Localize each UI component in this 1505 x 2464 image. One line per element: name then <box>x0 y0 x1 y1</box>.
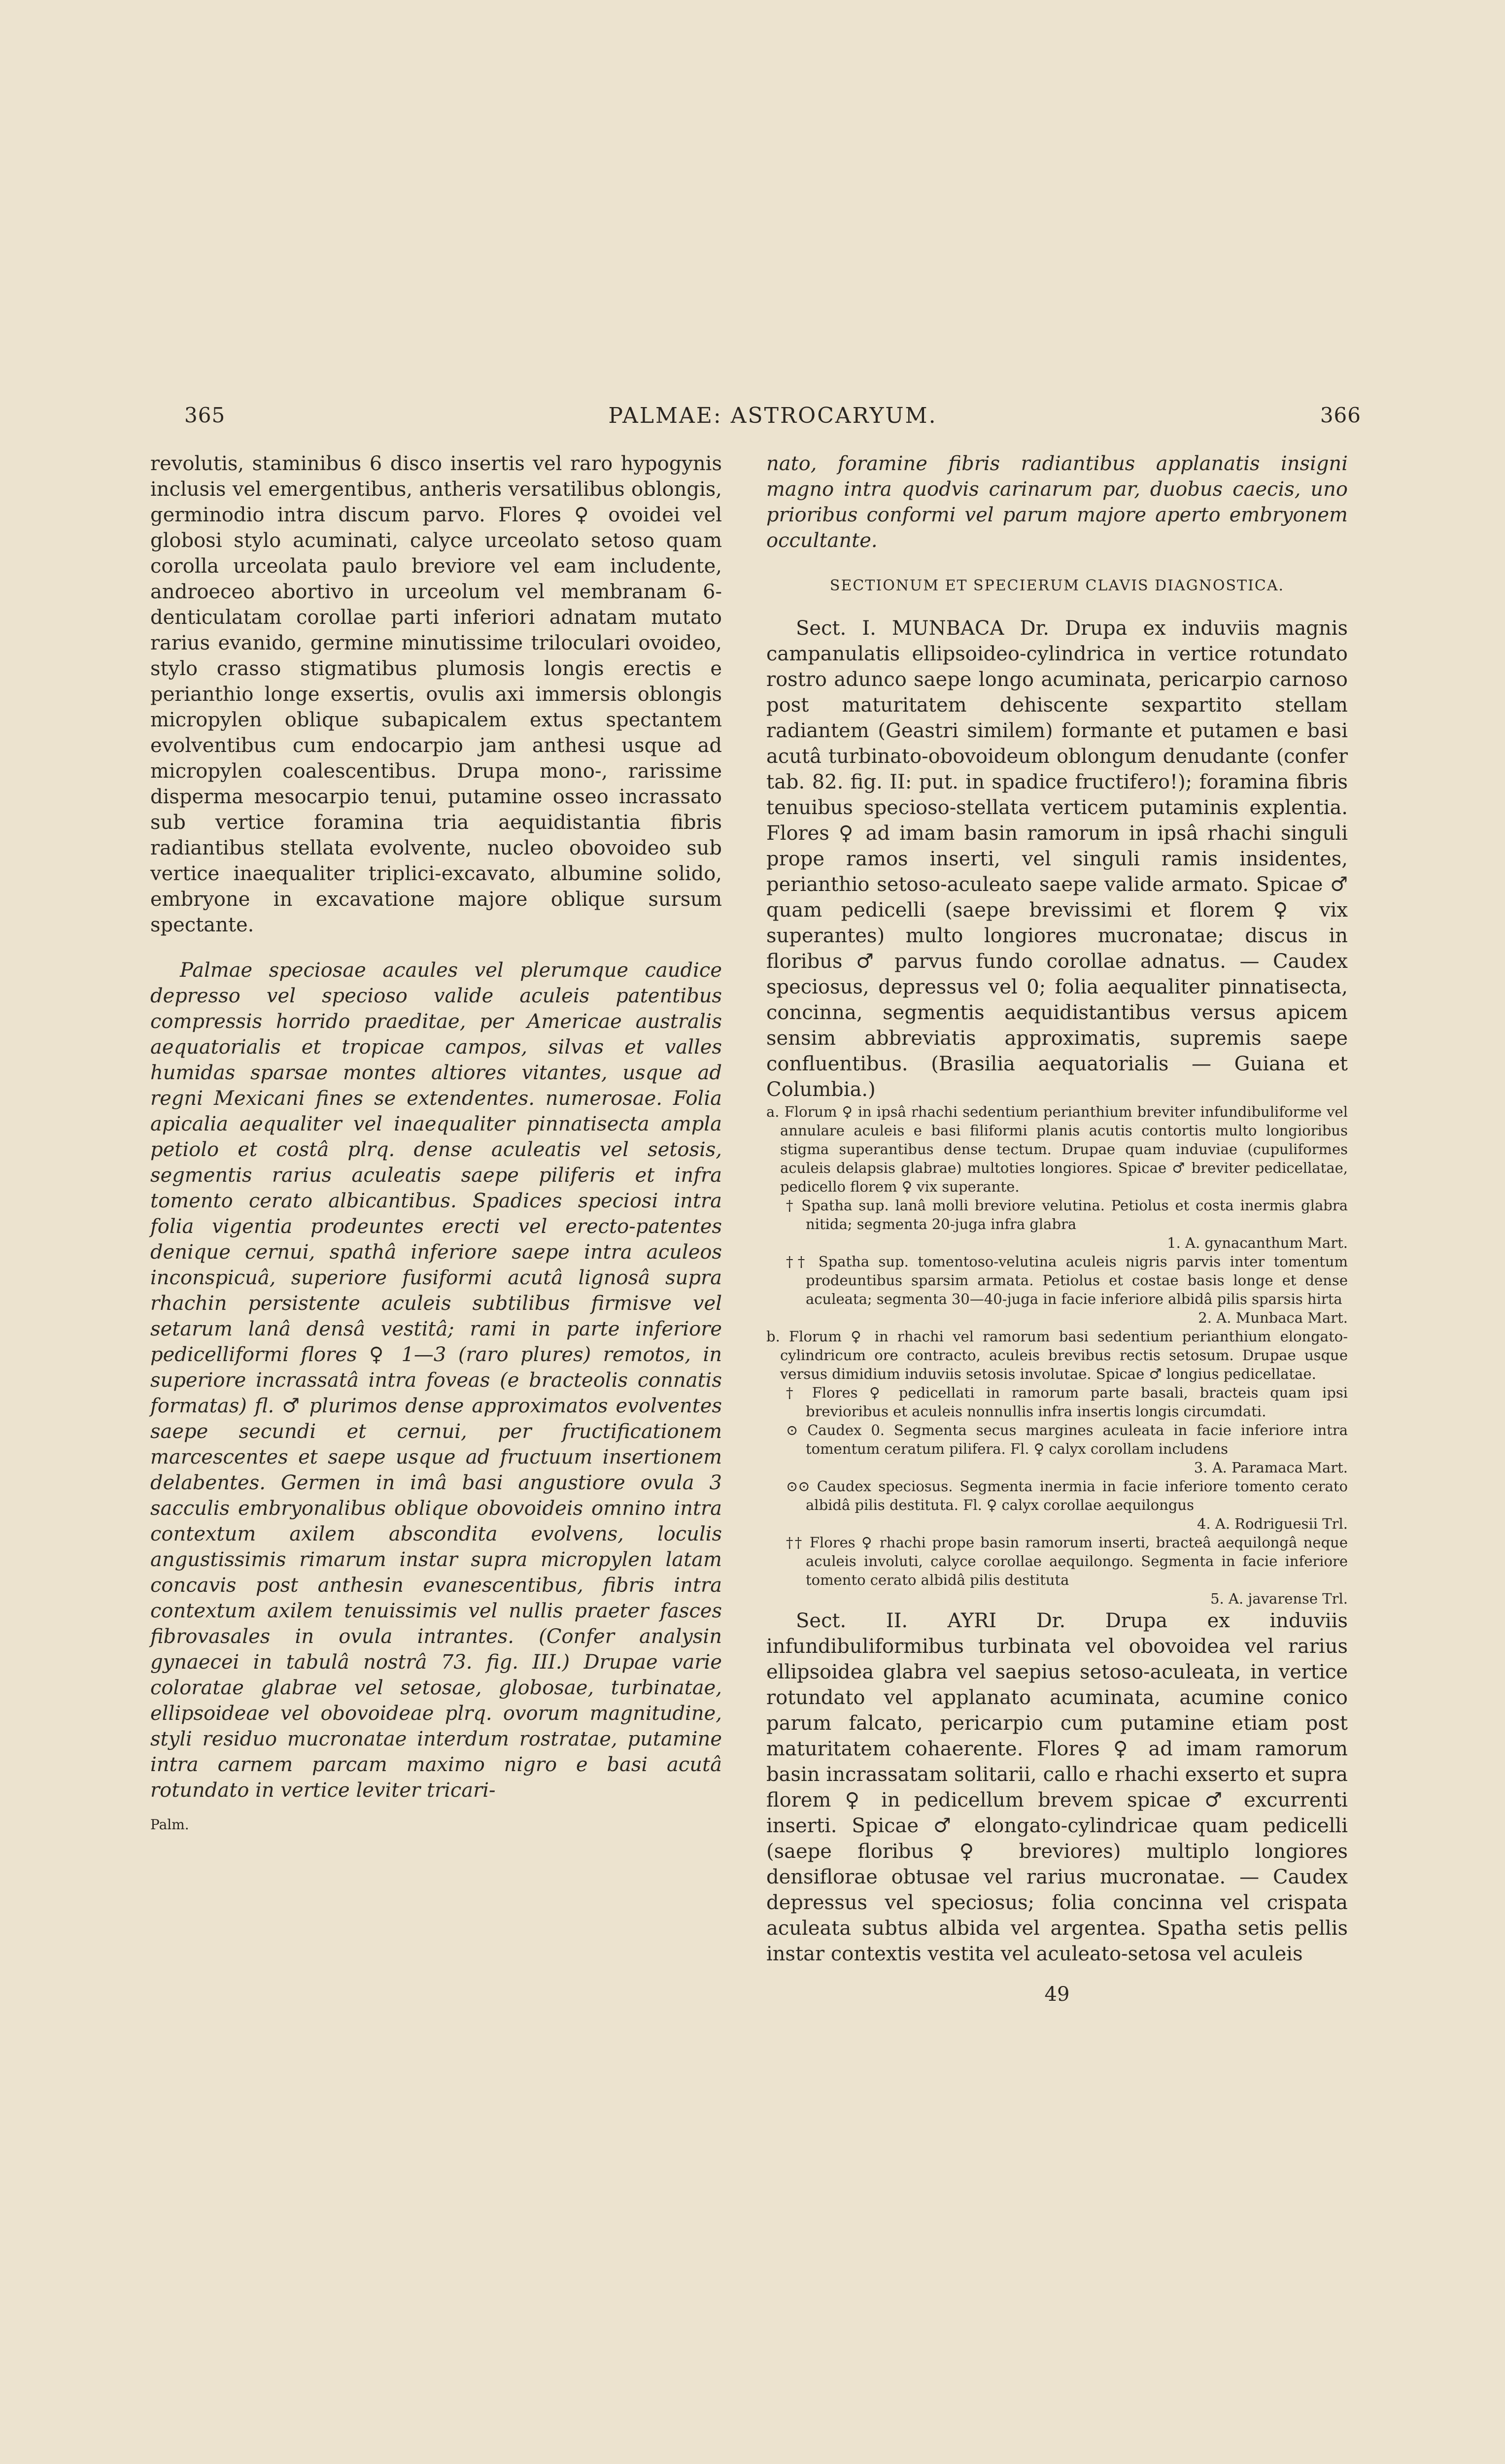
page-number-left: 365 <box>184 403 226 427</box>
species-key <box>766 1102 1348 1608</box>
habitat-description-paragraph: Palmae speciosae acaules vel plerumque caudice depresso vel specioso valide aculeis patentibus compressis horrido praeditae, per Americae australis aequatorialis et tropicae campos, silvas et valles humidas sparsae montes altiores vitantes, usque ad regni Mexicani fines se extendentes. numerosae. Folia apicalia aequaliter vel inaequaliter pinnatisecta ampla petiolo et costâ plrq. dense aculeatis vel setosis, segmentis rarius aculeatis saepe piliferis et infra tomento cerato albicantibus. Spadices speciosi intra folia vigentia prodeuntes erecti vel erecto-patentes denique cernui, spathâ inferiore saepe intra aculeos inconspicuâ, superiore fusiformi acutâ lignosâ supra rhachin persistente aculeis subtilibus firmisve vel setarum lanâ densâ vestitâ; rami in parte inferiore pedicelliformi flores ♀ 1—3 (raro plures) remotos, in superiore incrassatâ intra foveas (e bracteolis connatis formatas) fl. ♂ plurimos dense approximatos evolventes saepe secundi et cernui, per fructificationem marcescentes et saepe usque ad fructuum insertionem delabentes. Germen in imâ basi angustiore ovula 3 sacculis embryonalibus oblique obovoideis omnino intra contextum axilem abscondita evolvens, loculis angustissimis rimarum instar supra micropylen latam concavis post anthesin evanescentibus, fibris intra contextum axilem tenuissimis vel nullis praeter fasces fibrovasales in ovula intrantes. (Confer analysin gynaecei in tabulâ nostrâ 73. fig. III.) Drupae varie coloratae glabrae vel setosae, globosae, turbinatae, ellipsoideae vel obovoideae plrq. ovorum magnitudine, styli residuo mucronatae interdum rostratae, putamine intra carnem parcam maximo nigro e basi acutâ rotundato in vertice leviter tricari- <box>150 959 722 1802</box>
section-2-ayri: Sect. II. AYRI Dr. Drupa ex induviis infundibuliformibus turbinata vel obovoidea vel rarius ellipsoidea glabra vel saepius setoso-aculeata, in vertice rotundato vel applanato acuminata, acumine conico parum falcato, pericarpio cum putamine etiam post maturitatem cohaerente. Flores ♀ ad imam ramorum basin incrassatam solitarii, callo e rhachi exserto et supra florem ♀ in pedicellum brevem spicae ♂ excurrenti inserti. Spicae ♂ elongato-cylindricae quam pedicelli (saepe floribus ♀ breviores) multiplo longiores densiflorae obtusae vel rarius mucronatae. — Caudex depressus vel speciosus; folia concinna vel crispata aculeata subtus albida vel argentea. Spatha setis pellis instar contextis vestita vel aculeato-setosa vel aculeis <box>766 1609 1348 1965</box>
key-entry-a: a. Florum ♀ in ipsâ rhachi sedentium perianthium breviter infundibuliforme vel annulare aculeis e basi filiformi planis acutis contortis multo longioribus stigma superantibus dense tectum. Drupae quam induviae (cupuliformes aculeis delapsis glabrae) multoties longiores. Spicae ♂ breviter pedicellatae, pedicello florem ♀ vix superante. <box>766 1103 1348 1195</box>
species-3-name: 3. A. Paramaca Mart. <box>1194 1459 1348 1476</box>
key-entry-b: b. Florum ♀ in rhachi vel ramorum basi sedentium perianthium elongato-cylindricum ore contracto, aculeis brevibus rectis setosum. Drupae usque versus dimidium induviis setosis involutae. Spicae ♂ longius pedicellatae. <box>766 1328 1348 1382</box>
key-entry-a2: †† Spatha sup. tomentoso-velutina aculeis nigris parvis inter tomentum prodeuntibus sparsim armata. Petiolus et costae basis longe et dense aculeata; segmenta 30—40-juga in facie inferiore albidâ pilis sparsis hirta <box>786 1253 1348 1307</box>
signature-mark: Palm. <box>150 1816 189 1833</box>
key-entry-b2: †† Flores ♀ rhachi prope basin ramorum inserti, bracteâ aequilongâ neque aculeis involuti, calyce corollae aequilongo. Segmenta in facie inferiore tomento cerato albidâ pilis destituta <box>786 1534 1348 1588</box>
key-entry-b1: † Flores ♀ pedicellati in ramorum parte basali, bracteis quam ipsi brevioribus et aculeis nonnullis infra insertis longis circumdati. <box>786 1384 1348 1420</box>
page-header <box>184 403 1361 443</box>
folio-number: 49 <box>1044 1983 1070 2006</box>
species-5-name: 5. A. javarense Trl. <box>1210 1590 1348 1607</box>
continuation-paragraph: nato, foramine fibris radiantibus applanatis insigni magno intra quodvis carinarum par, duobus caecis, uno prioribus conformi vel parum majore aperto embryonem occultante. <box>766 452 1348 552</box>
key-entry-b1b: ⊙⊙ Caudex speciosus. Segmenta inermia in facie inferiore tomento cerato albidâ pilis destituta. Fl. ♀ calyx corollae aequilongus <box>786 1478 1348 1513</box>
section-1-munbaca: Sect. I. MUNBACA Dr. Drupa ex induviis magnis campanulatis ellipsoideo-cylindrica in vertice rotundato rostro adunco saepe longo acuminata, pericarpio carnoso post maturitatem dehiscente sexpartito stellam radiantem (Geastri similem) formante et putamen e basi acutâ turbinato-obovoideum oblongum denudante (confer tab. 82. fig. II: put. in spadice fructifero!); foramina fibris tenuibus specioso-stellata verticem putaminis explentia. Flores ♀ ad imam basin ramorum in ipsâ rhachi singuli prope ramos inserti, vel singuli ramis insidentes, perianthio setoso-aculeato saepe valide armato. Spicae ♂ quam pedicelli (saepe brevissimi et florem ♀ vix superantes) multo longiores mucronatae; discus in floribus ♂ parvus fundo corollae adnatus. — Caudex speciosus, depressus vel 0; folia aequaliter pinnatisecta, concinna, segmentis aequidistantibus versus apicem sensim abbreviatis approximatis, supremis saepe confluentibus. (Brasilia aequatorialis — Guiana et Columbia.) <box>766 617 1348 1101</box>
key-entry-b1a: ⊙ Caudex 0. Segmenta secus margines aculeata in facie inferiore intra tomentum ceratum pilifera. Fl. ♀ calyx corollam includens <box>786 1422 1348 1457</box>
species-2-name: 2. A. Munbaca Mart. <box>1198 1309 1348 1326</box>
page-number-right: 366 <box>1320 403 1361 427</box>
right-column <box>766 451 1348 2007</box>
left-column <box>150 451 722 1838</box>
key-entry-a1: † Spatha sup. lanâ molli breviore velutina. Petiolus et costa inermis glabra nitida; segmenta 20-juga infra glabra <box>786 1197 1348 1232</box>
section-heading: SECTIONUM ET SPECIERUM CLAVIS DIAGNOSTICA. <box>829 577 1285 594</box>
species-4-name: 4. A. Rodriguesii Trl. <box>1197 1515 1348 1532</box>
running-title: PALMAE: ASTROCARYUM. <box>608 403 937 428</box>
species-1-name: 1. A. gynacanthum Mart. <box>1167 1234 1348 1251</box>
genus-description-paragraph: revolutis, staminibus 6 disco insertis vel raro hypogynis inclusis vel emergentibus, antheris versatilibus oblongis, germinodio intra discum parvo. Flores ♀ ovoidei vel globosi stylo acuminati, calyce urceolato setoso quam corolla urceolata paulo breviore vel eam includente, androeceo abortivo in urceolum vel membranam 6-denticulatam corollae parti inferiori adnatam mutato rarius evanido, germine minutissime triloculari ovoideo, stylo crasso stigmatibus plumosis longis erectis e perianthio longe exsertis, ovulis axi immersis oblongis micropylen oblique subapicalem extus spectantem evolventibus cum endocarpio jam anthesi usque ad micropylen coalescentibus. Drupa mono-, rarissime disperma mesocarpio tenui, putamine osseo incrassato sub vertice foramina tria aequidistantia fibris radiantibus stellata evolvente, nucleo obovoideo sub vertice inaequaliter triplici-excavato, albumine solido, embryone in excavatione majore oblique sursum spectante. <box>150 452 722 936</box>
